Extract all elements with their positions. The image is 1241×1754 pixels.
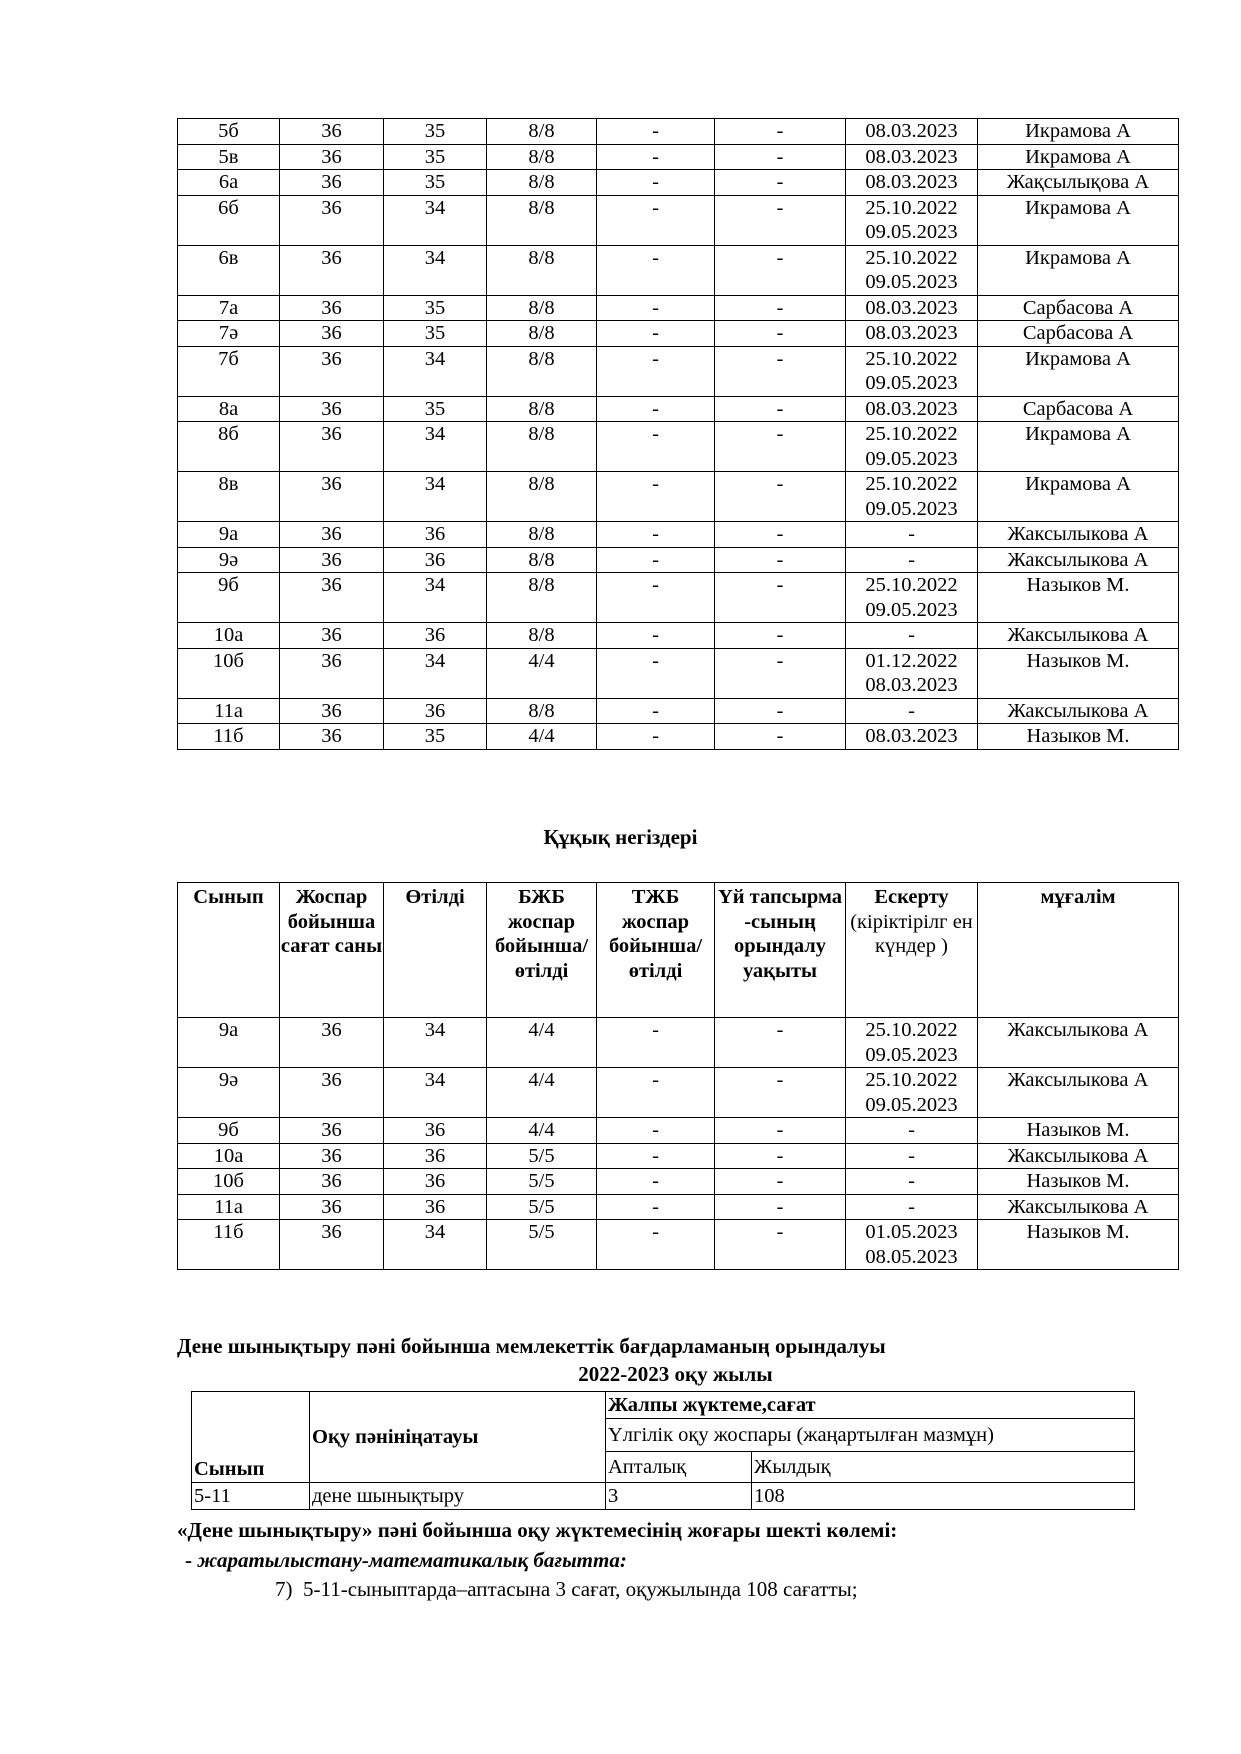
cell-taught: 34 [384,573,487,623]
cell-planned-hours: 36 [280,648,384,698]
cell-bjb: 8/8 [487,547,597,573]
cell-class: 10а [178,623,280,649]
cell-teacher: Икрамова А [978,422,1179,472]
cell-class: 9б [178,573,280,623]
cell-teacher: Назыков М. [978,573,1179,623]
header-planned-hours: Жоспар бойынша сағат саны [280,883,384,1018]
cell-bjb: 8/8 [487,422,597,472]
cell-planned-hours: 36 [280,547,384,573]
cell-class: 9ә [178,547,280,573]
table-row [178,346,1179,396]
cell-homework: - [715,170,846,196]
cell-taught: 34 [384,1220,487,1270]
cell-class: 9а [178,1018,280,1068]
table-row [178,1220,1179,1270]
cell-homework: - [715,295,846,321]
cell-teacher: Икрамова А [978,119,1179,145]
cell-homework: - [715,144,846,170]
cell-class: 9а [178,522,280,548]
cell-note: - [846,522,978,548]
table-row [178,295,1179,321]
cell-note: 25.10.2022 09.05.2023 [846,472,978,522]
cell-note: 01.12.2022 08.03.2023 [846,648,978,698]
schedule-table-1 [177,118,1179,750]
cell-tjb: - [597,1018,715,1068]
pe-cell-subject: дене шынықтыру [310,1483,606,1510]
pe-item-text: 5-11-сыныптарда–аптасына 3 сағат, оқужылында 108 сағатты; [303,1577,858,1601]
cell-teacher: Жаксылыкова А [978,1143,1179,1169]
table-row [178,396,1179,422]
cell-tjb: - [597,396,715,422]
table-row [178,1068,1179,1118]
cell-note: 25.10.2022 09.05.2023 [846,422,978,472]
pe-cell-yearly: 108 [752,1483,1135,1510]
header-note [846,883,978,1018]
cell-bjb: 4/4 [487,648,597,698]
cell-homework: - [715,472,846,522]
cell-bjb: 8/8 [487,623,597,649]
cell-note: 08.03.2023 [846,321,978,347]
cell-bjb: 8/8 [487,245,597,295]
cell-tjb: - [597,422,715,472]
cell-planned-hours: 36 [280,1118,384,1144]
cell-planned-hours: 36 [280,170,384,196]
header-note-sub: (кіріктірілг ен күндер ) [850,910,973,957]
pe-cell-class: 5-11 [192,1483,310,1510]
cell-homework: - [715,1220,846,1270]
cell-planned-hours: 36 [280,698,384,724]
cell-homework: - [715,547,846,573]
cell-homework: - [715,724,846,750]
cell-planned-hours: 36 [280,1194,384,1220]
cell-homework: - [715,321,846,347]
table-row [178,245,1179,295]
cell-note: 08.03.2023 [846,396,978,422]
pe-item-number: 7) [275,1577,293,1601]
cell-note: 25.10.2022 09.05.2023 [846,346,978,396]
cell-planned-hours: 36 [280,724,384,750]
cell-taught: 35 [384,144,487,170]
section-title-law-basics: Құқық негіздері [543,825,698,849]
cell-planned-hours: 36 [280,1068,384,1118]
cell-bjb: 8/8 [487,170,597,196]
cell-tjb: - [597,547,715,573]
cell-bjb: 4/4 [487,1068,597,1118]
cell-class: 6а [178,170,280,196]
header-note-title: Ескерту [874,886,949,908]
cell-bjb: 8/8 [487,522,597,548]
cell-teacher: Сарбасова А [978,396,1179,422]
law-basics-header-row [178,883,1179,1018]
table-row [178,724,1179,750]
cell-note: 08.03.2023 [846,170,978,196]
cell-taught: 35 [384,724,487,750]
cell-teacher: Жаксылыкова А [978,522,1179,548]
header-bjb: БЖБ жоспар бойынша/ өтілді [487,883,597,1018]
cell-homework: - [715,522,846,548]
cell-homework: - [715,1169,846,1195]
cell-bjb: 8/8 [487,321,597,347]
cell-taught: 34 [384,245,487,295]
cell-note: 25.10.2022 09.05.2023 [846,573,978,623]
cell-planned-hours: 36 [280,573,384,623]
cell-tjb: - [597,170,715,196]
cell-class: 8а [178,396,280,422]
cell-planned-hours: 36 [280,1169,384,1195]
cell-homework: - [715,195,846,245]
cell-planned-hours: 36 [280,396,384,422]
pe-list-item [275,1577,858,1602]
cell-bjb: 5/5 [487,1194,597,1220]
cell-taught: 35 [384,119,487,145]
cell-teacher: Жаксылыкова А [978,1068,1179,1118]
cell-teacher: Назыков М. [978,1220,1179,1270]
cell-teacher: Жаксылыкова А [978,698,1179,724]
header-teacher: мұғалім [978,883,1179,1018]
cell-note: - [846,698,978,724]
cell-tjb: - [597,472,715,522]
cell-teacher: Назыков М. [978,724,1179,750]
cell-bjb: 5/5 [487,1169,597,1195]
cell-homework: - [715,1068,846,1118]
law-basics-table [177,882,1179,1270]
cell-class: 7ә [178,321,280,347]
cell-tjb: - [597,119,715,145]
cell-bjb: 4/4 [487,1018,597,1068]
cell-note: - [846,623,978,649]
cell-bjb: 5/5 [487,1143,597,1169]
cell-class: 8в [178,472,280,522]
cell-tjb: - [597,346,715,396]
cell-planned-hours: 36 [280,1018,384,1068]
cell-homework: - [715,422,846,472]
table-row [178,522,1179,548]
cell-planned-hours: 36 [280,1143,384,1169]
cell-note: - [846,1118,978,1144]
cell-homework: - [715,1018,846,1068]
cell-note: 08.03.2023 [846,295,978,321]
pe-header-row-1 [192,1392,1135,1419]
table-row [178,573,1179,623]
cell-taught: 34 [384,1068,487,1118]
cell-bjb: 8/8 [487,396,597,422]
cell-note: 25.10.2022 09.05.2023 [846,1068,978,1118]
cell-taught: 34 [384,195,487,245]
cell-taught: 36 [384,1118,487,1144]
cell-bjb: 5/5 [487,1220,597,1270]
cell-homework: - [715,346,846,396]
table-row [178,1194,1179,1220]
cell-class: 10а [178,1143,280,1169]
cell-class: 10б [178,1169,280,1195]
schedule-table-1-body [178,119,1179,750]
cell-class: 9ә [178,1068,280,1118]
cell-teacher: Сарбасова А [978,295,1179,321]
pe-load-table [191,1391,1135,1510]
cell-class: 5в [178,144,280,170]
pe-header-load: Жалпы жүктеме,сағат [606,1392,1135,1419]
cell-teacher: Жаксылыкова А [978,623,1179,649]
cell-teacher: Икрамова А [978,472,1179,522]
cell-homework: - [715,573,846,623]
cell-taught: 34 [384,346,487,396]
law-basics-table-body [178,1018,1179,1270]
cell-bjb: 8/8 [487,698,597,724]
table-row [178,623,1179,649]
table-row [178,1169,1179,1195]
cell-class: 5б [178,119,280,145]
cell-planned-hours: 36 [280,422,384,472]
cell-note: 08.03.2023 [846,119,978,145]
cell-taught: 35 [384,295,487,321]
header-homework: Үй тапсырма -сының орындалу уақыты [715,883,846,1018]
cell-taught: 34 [384,1018,487,1068]
table-row [178,422,1179,472]
cell-bjb: 8/8 [487,346,597,396]
cell-tjb: - [597,522,715,548]
cell-class: 10б [178,648,280,698]
cell-taught: 34 [384,648,487,698]
cell-tjb: - [597,573,715,623]
cell-homework: - [715,623,846,649]
cell-class: 11б [178,1220,280,1270]
cell-teacher: Жаксылыкова А [978,547,1179,573]
cell-tjb: - [597,1194,715,1220]
cell-taught: 36 [384,1143,487,1169]
cell-bjb: 4/4 [487,1118,597,1144]
cell-teacher: Сарбасова А [978,321,1179,347]
cell-planned-hours: 36 [280,1220,384,1270]
cell-taught: 34 [384,472,487,522]
pe-header-weekly: Апталық [606,1452,752,1483]
table-row [178,547,1179,573]
cell-bjb: 8/8 [487,119,597,145]
cell-note: - [846,1169,978,1195]
cell-homework: - [715,245,846,295]
pe-direction-text: жаратылыстану-математикалық бағытта: [197,1548,627,1572]
cell-taught: 35 [384,170,487,196]
cell-tjb: - [597,648,715,698]
cell-taught: 34 [384,422,487,472]
cell-note: 01.05.2023 08.05.2023 [846,1220,978,1270]
cell-class: 7б [178,346,280,396]
cell-class: 7а [178,295,280,321]
cell-teacher: Назыков М. [978,648,1179,698]
cell-class: 11а [178,1194,280,1220]
cell-taught: 35 [384,321,487,347]
cell-teacher: Икрамова А [978,195,1179,245]
cell-planned-hours: 36 [280,623,384,649]
table-row [178,1143,1179,1169]
cell-tjb: - [597,245,715,295]
cell-taught: 36 [384,522,487,548]
cell-teacher: Икрамова А [978,144,1179,170]
cell-bjb: 4/4 [487,724,597,750]
cell-bjb: 8/8 [487,144,597,170]
cell-taught: 35 [384,396,487,422]
pe-direction-line [185,1548,627,1573]
cell-class: 9б [178,1118,280,1144]
table-row [178,195,1179,245]
pe-data-row [192,1483,1135,1510]
cell-teacher: Назыков М. [978,1118,1179,1144]
cell-planned-hours: 36 [280,144,384,170]
table-row [178,170,1179,196]
cell-teacher: Назыков М. [978,1169,1179,1195]
pe-header-class: Сынып [192,1392,310,1483]
cell-planned-hours: 36 [280,472,384,522]
cell-planned-hours: 36 [280,195,384,245]
pe-header-yearly: Жылдық [752,1452,1135,1483]
cell-homework: - [715,1194,846,1220]
pe-header-plan: Үлгілік оқу жоспары (жаңартылған мазмұн) [606,1419,1135,1452]
table-row [178,648,1179,698]
cell-tjb: - [597,1118,715,1144]
cell-bjb: 8/8 [487,195,597,245]
cell-taught: 36 [384,1194,487,1220]
cell-planned-hours: 36 [280,119,384,145]
cell-bjb: 8/8 [487,472,597,522]
cell-teacher: Жақсылықова А [978,170,1179,196]
table-row [178,472,1179,522]
cell-homework: - [715,698,846,724]
cell-class: 8б [178,422,280,472]
cell-note: 25.10.2022 09.05.2023 [846,245,978,295]
cell-homework: - [715,1118,846,1144]
cell-tjb: - [597,698,715,724]
cell-note: - [846,1143,978,1169]
cell-homework: - [715,648,846,698]
pe-academic-year: 2022-2023 оқу жылы [578,1362,773,1386]
cell-tjb: - [597,1068,715,1118]
cell-tjb: - [597,144,715,170]
cell-homework: - [715,396,846,422]
cell-class: 11б [178,724,280,750]
header-tjb: ТЖБ жоспар бойынша/ өтілді [597,883,715,1018]
cell-tjb: - [597,321,715,347]
cell-planned-hours: 36 [280,522,384,548]
cell-tjb: - [597,1143,715,1169]
pe-program-title: Дене шынықтыру пәні бойынша мемлекеттік бағдарламаның орындалуы [177,1334,886,1358]
cell-taught: 36 [384,547,487,573]
cell-planned-hours: 36 [280,295,384,321]
pe-header-subject: Оқу пәнініңатауы [310,1392,606,1483]
cell-homework: - [715,1143,846,1169]
table-row [178,144,1179,170]
cell-planned-hours: 36 [280,346,384,396]
table-row [178,119,1179,145]
cell-note: 25.10.2022 09.05.2023 [846,195,978,245]
cell-note: 08.03.2023 [846,144,978,170]
pe-cell-weekly: 3 [606,1483,752,1510]
cell-note: - [846,547,978,573]
cell-bjb: 8/8 [487,295,597,321]
cell-class: 11а [178,698,280,724]
cell-teacher: Икрамова А [978,346,1179,396]
cell-planned-hours: 36 [280,245,384,295]
cell-tjb: - [597,623,715,649]
table-row [178,698,1179,724]
cell-homework: - [715,119,846,145]
table-row [178,1018,1179,1068]
cell-teacher: Жаксылыкова А [978,1194,1179,1220]
cell-note: 08.03.2023 [846,724,978,750]
cell-bjb: 8/8 [487,573,597,623]
cell-taught: 36 [384,623,487,649]
cell-note: - [846,1194,978,1220]
pe-direction-dash: - [185,1548,192,1572]
cell-class: 6б [178,195,280,245]
table-row [178,1118,1179,1144]
cell-tjb: - [597,1220,715,1270]
cell-teacher: Жаксылыкова А [978,1018,1179,1068]
cell-teacher: Икрамова А [978,245,1179,295]
cell-taught: 36 [384,698,487,724]
cell-note: 25.10.2022 09.05.2023 [846,1018,978,1068]
cell-tjb: - [597,295,715,321]
cell-tjb: - [597,1169,715,1195]
cell-planned-hours: 36 [280,321,384,347]
cell-class: 6в [178,245,280,295]
pe-max-load-text: «Дене шынықтыру» пәні бойынша оқу жүктемесінің жоғары шекті көлемі: [177,1518,898,1542]
cell-taught: 36 [384,1169,487,1195]
header-class: Сынып [178,883,280,1018]
header-taught: Өтілді [384,883,487,1018]
table-row [178,321,1179,347]
cell-tjb: - [597,724,715,750]
cell-tjb: - [597,195,715,245]
